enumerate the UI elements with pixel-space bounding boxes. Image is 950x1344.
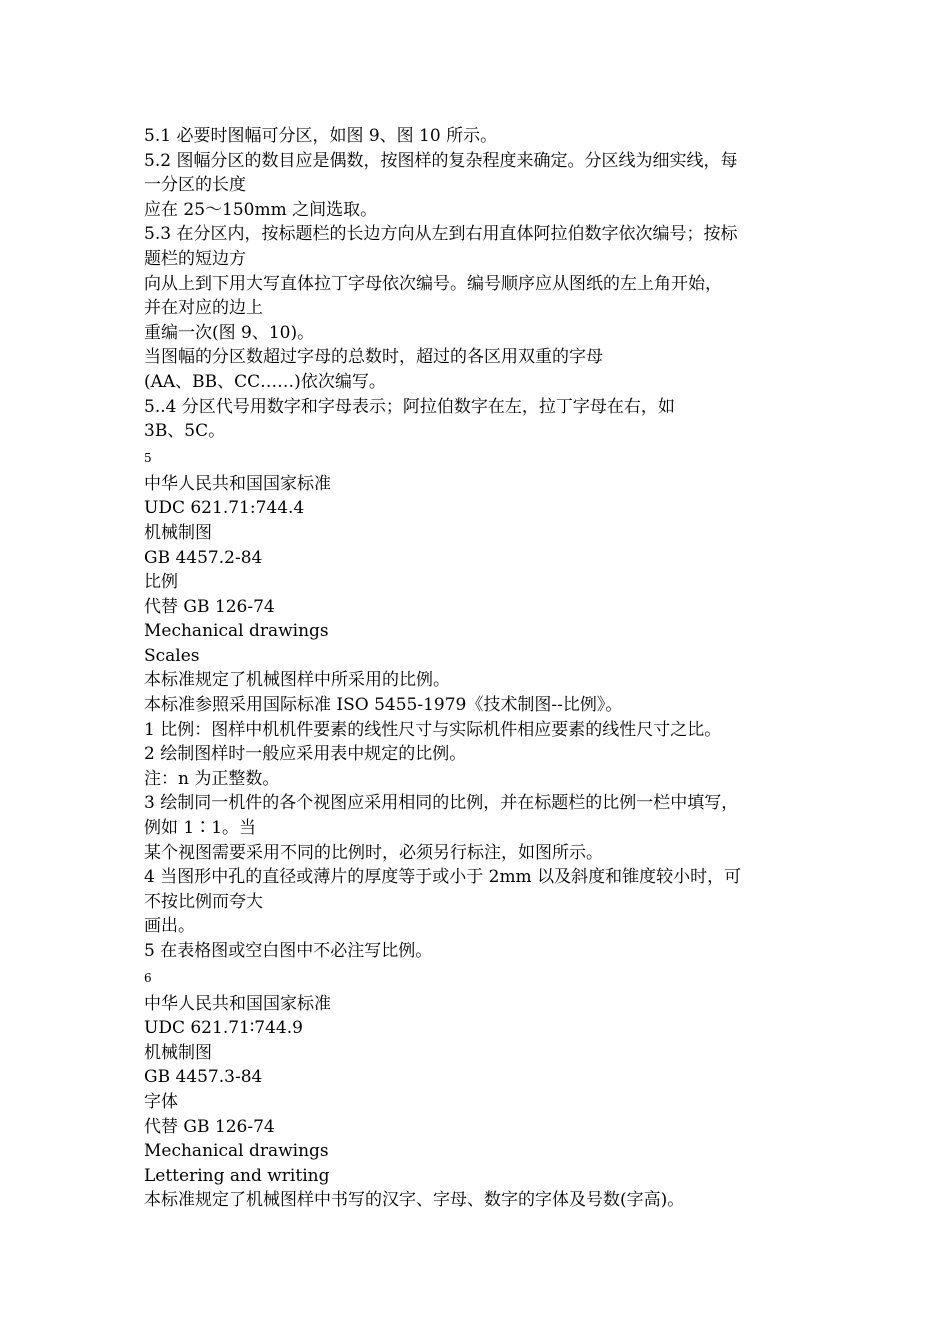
english-subtitle: Scales xyxy=(144,645,200,666)
page-number: 6 xyxy=(144,970,152,985)
udc-code: UDC 621.71:744.4 xyxy=(144,498,305,519)
text-line: 5..4 分区代号用数字和字母表示；阿拉伯数字在左，拉丁字母在右，如 xyxy=(144,396,675,417)
text-line: 并在对应的边上 xyxy=(144,298,263,319)
text-line: 题栏的短边方 xyxy=(144,248,246,269)
english-subtitle: Lettering and writing xyxy=(144,1165,330,1186)
text-line: 5.2 图幅分区的数目应是偶数，按图样的复杂程度来确定。分区线为细实线，每 xyxy=(144,150,738,171)
page-number: 5 xyxy=(144,450,152,465)
text-line: 应在 25～150mm 之间选取。 xyxy=(144,199,378,220)
standard-header: 中华人民共和国国家标准 xyxy=(144,473,331,494)
text-line: 注：n 为正整数。 xyxy=(144,768,280,789)
text-line: 4 当图形中孔的直径或薄片的厚度等于或小于 2mm 以及斜度和锥度较小时，可 xyxy=(144,867,742,888)
replaces-standard: 代替 GB 126-74 xyxy=(144,1116,275,1137)
text-line: 本标准参照采用国际标准 ISO 5455-1979《技术制图--比例》。 xyxy=(144,695,623,716)
text-line: 画出。 xyxy=(144,916,195,937)
text-line: 某个视图需要采用不同的比例时，必须另行标注，如图所示。 xyxy=(144,842,603,863)
text-line: 2 绘制图样时一般应采用表中规定的比例。 xyxy=(144,744,467,765)
text-line: 当图幅的分区数超过字母的总数时，超过的各区用双重的字母 xyxy=(144,347,603,368)
text-line: 重编一次(图 9、10)。 xyxy=(144,322,315,343)
text-line: 5.1 必要时图幅可分区，如图 9、图 10 所示。 xyxy=(144,126,498,146)
text-line: 例如 1∶1。当 xyxy=(144,818,257,839)
text-line: 5 在表格图或空白图中不必注写比例。 xyxy=(144,941,433,961)
text-line: 本标准规定了机械图样中书写的汉字、字母、数字的字体及号数(字高)。 xyxy=(144,1190,685,1211)
text-line: 一分区的长度 xyxy=(144,175,246,196)
standard-subtitle: 字体 xyxy=(144,1091,178,1112)
text-line: 本标准规定了机械图样中所采用的比例。 xyxy=(144,670,450,691)
replaces-standard: 代替 GB 126-74 xyxy=(144,596,275,617)
text-line: 3B、5C。 xyxy=(144,421,226,442)
text-line: 不按比例而夸大 xyxy=(144,891,263,912)
english-title: Mechanical drawings xyxy=(144,1141,329,1162)
english-title: Mechanical drawings xyxy=(144,621,329,642)
text-line: 向从上到下用大写直体拉丁字母依次编号。编号顺序应从图纸的左上角开始， xyxy=(144,273,722,294)
text-line: 3 绘制同一机件的各个视图应采用相同的比例，并在标题栏的比例一栏中填写， xyxy=(144,793,739,814)
text-line: 1 比例：图样中机机件要素的线性尺寸与实际机件相应要素的线性尺寸之比。 xyxy=(144,719,722,740)
standard-subtitle: 比例 xyxy=(144,572,178,593)
udc-code: UDC 621.71∶744.9 xyxy=(144,1018,303,1039)
standard-number: GB 4457.2-84 xyxy=(144,547,263,568)
document-page xyxy=(144,124,810,1213)
standard-title: 机械制图 xyxy=(144,522,212,543)
standard-number: GB 4457.3-84 xyxy=(144,1067,263,1088)
standard-header: 中华人民共和国国家标准 xyxy=(144,993,331,1014)
text-line: (AA、BB、CC……)依次编写。 xyxy=(144,371,386,392)
text-line: 5.3 在分区内，按标题栏的长边方向从左到右用直体阿拉伯数字依次编号；按标 xyxy=(144,224,738,245)
standard-title: 机械制图 xyxy=(144,1042,212,1063)
